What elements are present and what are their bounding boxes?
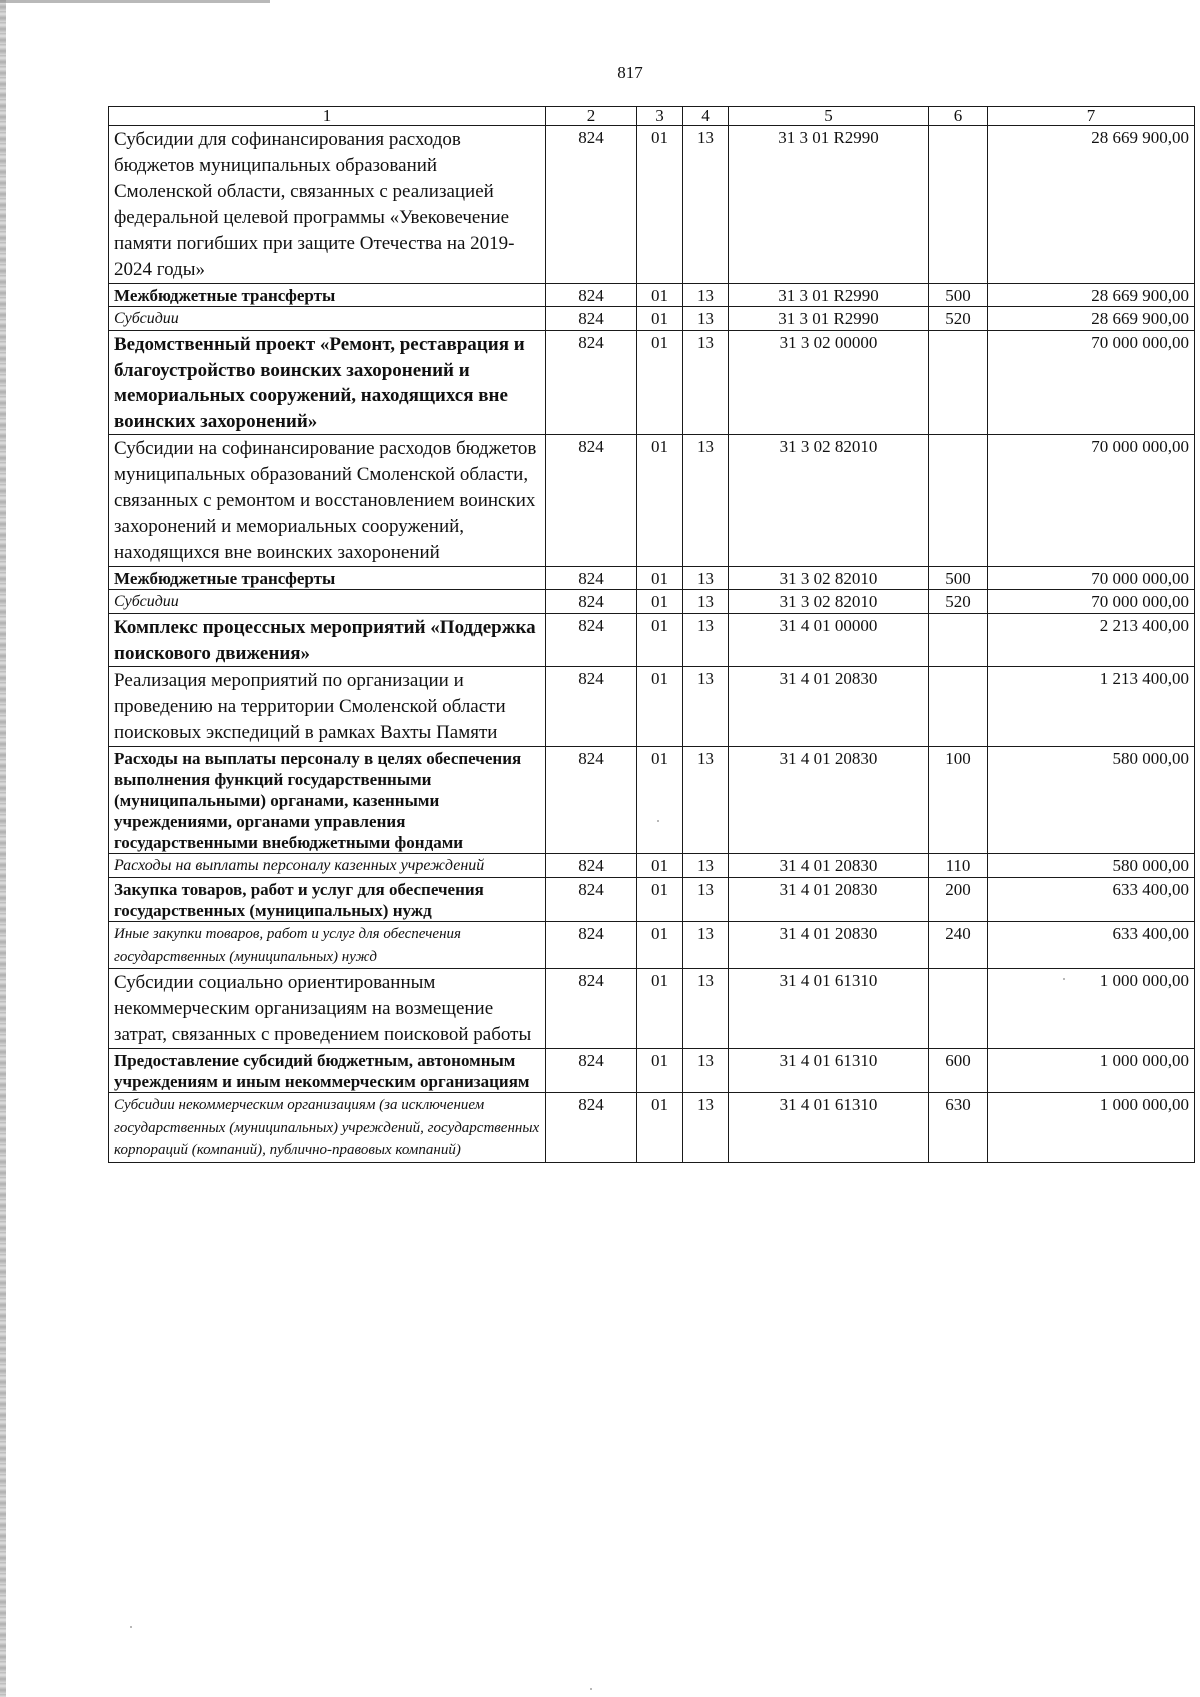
table-row: [109, 614, 1195, 667]
row-expense-type-cell: [929, 667, 988, 747]
row-target-article-cell: 31 4 01 20830: [729, 667, 929, 747]
row-name-cell: Предоставление субсидий бюджетным, автономным учреждениям и иным некоммерческим организациям: [109, 1049, 546, 1093]
row-subsection-cell: 13: [683, 284, 729, 307]
row-grbs-cell: 824: [546, 307, 637, 331]
row-expense-type-cell: 520: [929, 307, 988, 331]
row-subsection-cell: 13: [683, 590, 729, 614]
table-row: [109, 747, 1195, 854]
table-row: [109, 667, 1195, 747]
row-name-cell: Реализация мероприятий по организации и проведению на территории Смоленской области поисковых экспедиций в рамках Вахты Памяти: [109, 667, 546, 747]
row-grbs-cell: 824: [546, 435, 637, 567]
row-amount-cell: 28 669 900,00: [988, 307, 1195, 331]
column-header: 5: [729, 107, 929, 126]
row-grbs-cell: 824: [546, 1049, 637, 1093]
row-subsection-cell: 13: [683, 922, 729, 969]
row-amount-cell: 70 000 000,00: [988, 435, 1195, 567]
row-subsection-cell: 13: [683, 126, 729, 284]
row-grbs-cell: 824: [546, 1093, 637, 1163]
row-name-cell: Расходы на выплаты персоналу казенных учреждений: [109, 854, 546, 878]
row-subsection-cell: 13: [683, 435, 729, 567]
row-grbs-cell: 824: [546, 126, 637, 284]
column-header: 7: [988, 107, 1195, 126]
row-amount-cell: 70 000 000,00: [988, 567, 1195, 590]
scan-speck: [130, 1626, 132, 1628]
table-row: [109, 878, 1195, 922]
column-header: 2: [546, 107, 637, 126]
row-amount-cell: 2 213 400,00: [988, 614, 1195, 667]
row-target-article-cell: 31 4 01 20830: [729, 747, 929, 854]
row-expense-type-cell: 110: [929, 854, 988, 878]
scan-speck: [590, 1688, 592, 1690]
row-subsection-cell: 13: [683, 567, 729, 590]
row-amount-cell: 1 213 400,00: [988, 667, 1195, 747]
row-expense-type-cell: [929, 614, 988, 667]
row-name-cell: Комплекс процессных мероприятий «Поддержка поискового движения»: [109, 614, 546, 667]
table-row: [109, 922, 1195, 969]
row-section-cell: 01: [637, 435, 683, 567]
table-row: [109, 854, 1195, 878]
table-row: [109, 1093, 1195, 1163]
row-amount-cell: 580 000,00: [988, 747, 1195, 854]
table-header-row: [109, 107, 1195, 126]
row-subsection-cell: 13: [683, 969, 729, 1049]
row-target-article-cell: 31 4 01 20830: [729, 922, 929, 969]
row-section-cell: 01: [637, 1049, 683, 1093]
row-grbs-cell: 824: [546, 284, 637, 307]
row-expense-type-cell: 200: [929, 878, 988, 922]
row-section-cell: 01: [637, 284, 683, 307]
row-expense-type-cell: 520: [929, 590, 988, 614]
table-row: [109, 969, 1195, 1049]
row-subsection-cell: 13: [683, 1093, 729, 1163]
scan-speck: [1063, 978, 1065, 980]
row-target-article-cell: 31 3 01 R2990: [729, 307, 929, 331]
budget-table: [108, 106, 1195, 1163]
row-section-cell: 01: [637, 1093, 683, 1163]
row-target-article-cell: 31 4 01 61310: [729, 1049, 929, 1093]
row-grbs-cell: 824: [546, 747, 637, 854]
row-target-article-cell: 31 4 01 00000: [729, 614, 929, 667]
row-expense-type-cell: 500: [929, 284, 988, 307]
table-body: [109, 126, 1195, 1163]
row-name-cell: Субсидии социально ориентированным некоммерческим организациям на возмещение затрат, связанных с проведением поисковой работы: [109, 969, 546, 1049]
table-row: [109, 284, 1195, 307]
column-header: 6: [929, 107, 988, 126]
row-subsection-cell: 13: [683, 614, 729, 667]
row-grbs-cell: 824: [546, 878, 637, 922]
column-header: 3: [637, 107, 683, 126]
row-subsection-cell: 13: [683, 854, 729, 878]
scan-speck: [657, 820, 659, 822]
row-target-article-cell: 31 4 01 20830: [729, 878, 929, 922]
table-row: [109, 307, 1195, 331]
table-row: [109, 1049, 1195, 1093]
row-section-cell: 01: [637, 126, 683, 284]
column-header: 1: [109, 107, 546, 126]
row-target-article-cell: 31 3 02 82010: [729, 590, 929, 614]
row-subsection-cell: 13: [683, 307, 729, 331]
scan-edge-left: [0, 0, 6, 1697]
row-name-cell: Иные закупки товаров, работ и услуг для обеспечения государственных (муниципальных) нужд: [109, 922, 546, 969]
row-amount-cell: 1 000 000,00: [988, 1093, 1195, 1163]
row-subsection-cell: 13: [683, 747, 729, 854]
row-section-cell: 01: [637, 614, 683, 667]
row-subsection-cell: 13: [683, 667, 729, 747]
row-grbs-cell: 824: [546, 667, 637, 747]
row-grbs-cell: 824: [546, 922, 637, 969]
row-target-article-cell: 31 3 01 R2990: [729, 126, 929, 284]
row-grbs-cell: 824: [546, 854, 637, 878]
row-expense-type-cell: [929, 435, 988, 567]
table-row: [109, 567, 1195, 590]
row-target-article-cell: 31 4 01 20830: [729, 854, 929, 878]
row-name-cell: Субсидии для софинансирования расходов бюджетов муниципальных образований Смоленской области, связанных с реализацией федеральной целевой программы «Увековечение памяти погибших при защите Отечества на 2019-2024 годы»: [109, 126, 546, 284]
row-amount-cell: 1 000 000,00: [988, 969, 1195, 1049]
row-grbs-cell: 824: [546, 331, 637, 435]
row-expense-type-cell: 500: [929, 567, 988, 590]
row-subsection-cell: 13: [683, 878, 729, 922]
row-name-cell: Субсидии на софинансирование расходов бюджетов муниципальных образований Смоленской области, связанных с ремонтом и восстановлением воинских захоронений и мемориальных сооружений, находящихся вне воинских захоронений: [109, 435, 546, 567]
row-section-cell: 01: [637, 878, 683, 922]
row-subsection-cell: 13: [683, 1049, 729, 1093]
table-row: [109, 590, 1195, 614]
row-grbs-cell: 824: [546, 969, 637, 1049]
row-grbs-cell: 824: [546, 567, 637, 590]
row-section-cell: 01: [637, 747, 683, 854]
row-amount-cell: 28 669 900,00: [988, 284, 1195, 307]
row-section-cell: 01: [637, 307, 683, 331]
scan-edge-top: [0, 0, 270, 3]
row-section-cell: 01: [637, 922, 683, 969]
row-amount-cell: 70 000 000,00: [988, 331, 1195, 435]
row-section-cell: 01: [637, 667, 683, 747]
row-grbs-cell: 824: [546, 614, 637, 667]
row-subsection-cell: 13: [683, 331, 729, 435]
row-target-article-cell: 31 4 01 61310: [729, 1093, 929, 1163]
row-amount-cell: 580 000,00: [988, 854, 1195, 878]
row-section-cell: 01: [637, 331, 683, 435]
row-name-cell: Межбюджетные трансферты: [109, 567, 546, 590]
row-name-cell: Закупка товаров, работ и услуг для обеспечения государственных (муниципальных) нужд: [109, 878, 546, 922]
row-name-cell: Расходы на выплаты персоналу в целях обеспечения выполнения функций государственными (муниципальными) органами, казенными учреждениями, органами управления государственными внебюджетными фондами: [109, 747, 546, 854]
row-amount-cell: 28 669 900,00: [988, 126, 1195, 284]
table-row: [109, 126, 1195, 284]
row-name-cell: Межбюджетные трансферты: [109, 284, 546, 307]
row-section-cell: 01: [637, 854, 683, 878]
row-expense-type-cell: 100: [929, 747, 988, 854]
row-target-article-cell: 31 3 02 00000: [729, 331, 929, 435]
row-target-article-cell: 31 3 01 R2990: [729, 284, 929, 307]
page-number: 817: [617, 63, 643, 82]
row-name-cell: Ведомственный проект «Ремонт, реставрация и благоустройство воинских захоронений и мемориальных сооружений, находящихся вне воинских захоронений»: [109, 331, 546, 435]
row-section-cell: 01: [637, 567, 683, 590]
row-amount-cell: 70 000 000,00: [988, 590, 1195, 614]
row-target-article-cell: 31 3 02 82010: [729, 567, 929, 590]
row-amount-cell: 1 000 000,00: [988, 1049, 1195, 1093]
row-target-article-cell: 31 3 02 82010: [729, 435, 929, 567]
table-row: [109, 435, 1195, 567]
row-section-cell: 01: [637, 590, 683, 614]
row-name-cell: Субсидии: [109, 590, 546, 614]
row-expense-type-cell: 600: [929, 1049, 988, 1093]
column-header: 4: [683, 107, 729, 126]
row-expense-type-cell: 630: [929, 1093, 988, 1163]
table-row: [109, 331, 1195, 435]
row-section-cell: 01: [637, 969, 683, 1049]
row-expense-type-cell: [929, 126, 988, 284]
row-target-article-cell: 31 4 01 61310: [729, 969, 929, 1049]
row-name-cell: Субсидии: [109, 307, 546, 331]
row-name-cell: Субсидии некоммерческим организациям (за исключением государственных (муниципальных) учреждений, государственных корпораций (компаний), публично-правовых компаний): [109, 1093, 546, 1163]
row-expense-type-cell: [929, 331, 988, 435]
row-amount-cell: 633 400,00: [988, 878, 1195, 922]
row-grbs-cell: 824: [546, 590, 637, 614]
row-expense-type-cell: 240: [929, 922, 988, 969]
row-amount-cell: 633 400,00: [988, 922, 1195, 969]
row-expense-type-cell: [929, 969, 988, 1049]
